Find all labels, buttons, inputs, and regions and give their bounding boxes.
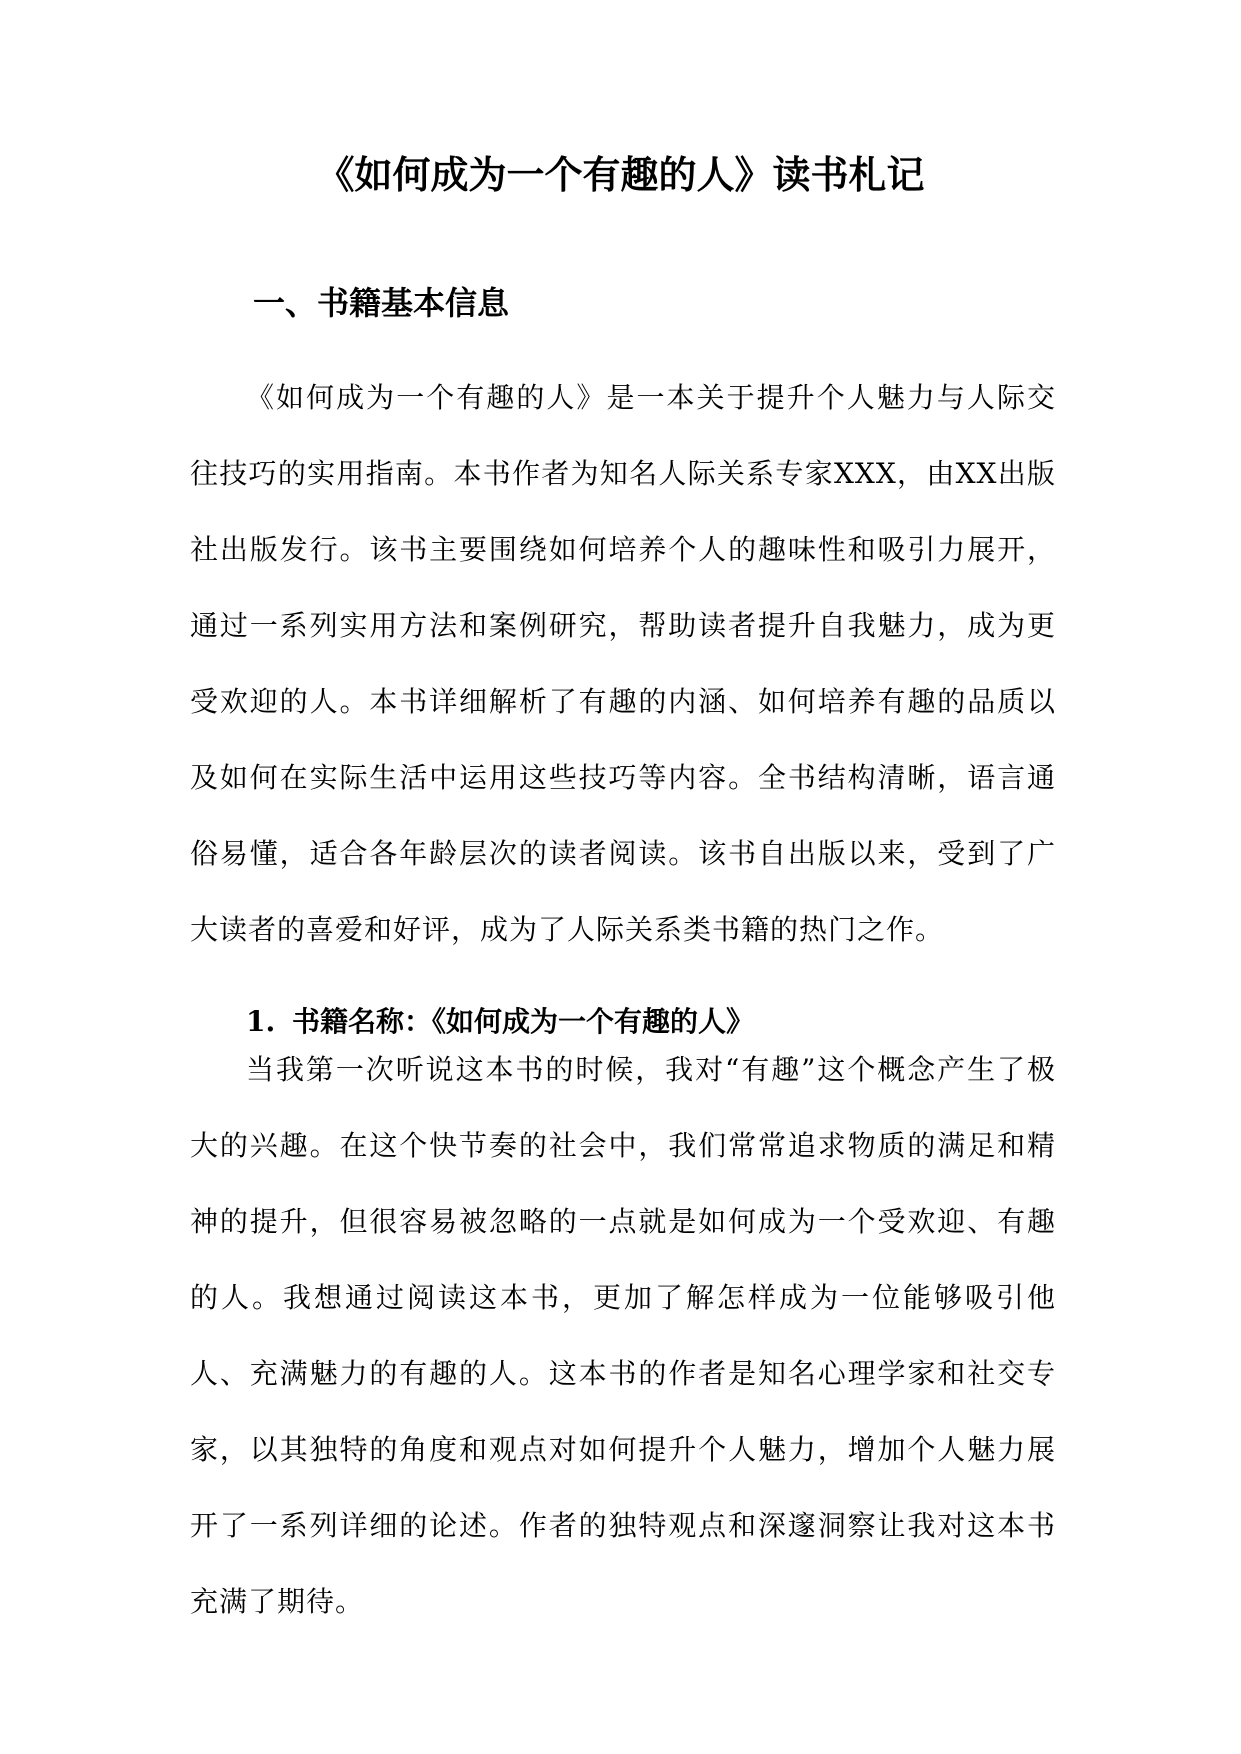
section-paragraph-basic-info: 《如何成为一个有趣的人》是一本关于提升个人魅力与人际交往技巧的实用指南。本书作者为知名人际关系专家XXX，由XX出版社出版发行。该书主要围绕如何培养个人的趣味性和吸引力展开，通过一系列实用方法和案例研究，帮助读者提升自我魅力，成为更受欢迎的人。本书详细解析了有趣的内涵、如何培养有趣的品质以及如何在实际生活中运用这些技巧等内容。全书结构清晰，语言通俗易懂，适合各年龄层次的读者阅读。该书自出版以来，受到了广大读者的喜爱和好评，成为了人际关系类书籍的热门之作。 — [190, 381, 1056, 946]
subsection-heading-text: 书籍名称：《如何成为一个有趣的人》 — [292, 1005, 755, 1038]
subsection-paragraph-book-name: 当我第一次听说这本书的时候，我对“有趣”这个概念产生了极大的兴趣。在这个快节奏的社会中，我们常常追求物质的满足和精神的提升，但很容易被忽略的一点就是如何成为一个受欢迎、有趣的人。我想通过阅读这本书，更加了解怎样成为一位能够吸引他人、充满魅力的有趣的人。这本书的作者是知名心理学家和社交专家，以其独特的角度和观点对如何提升个人魅力，增加个人魅力展开了一系列详细的论述。作者的独特观点和深邃洞察让我对这本书充满了期待。 — [190, 1053, 1056, 1618]
subsection-number: 1. — [246, 1005, 276, 1038]
document-title: 《如何成为一个有趣的人》读书札记 — [316, 152, 925, 197]
section-heading-basic-info: 一、书籍基本信息 — [253, 284, 510, 322]
